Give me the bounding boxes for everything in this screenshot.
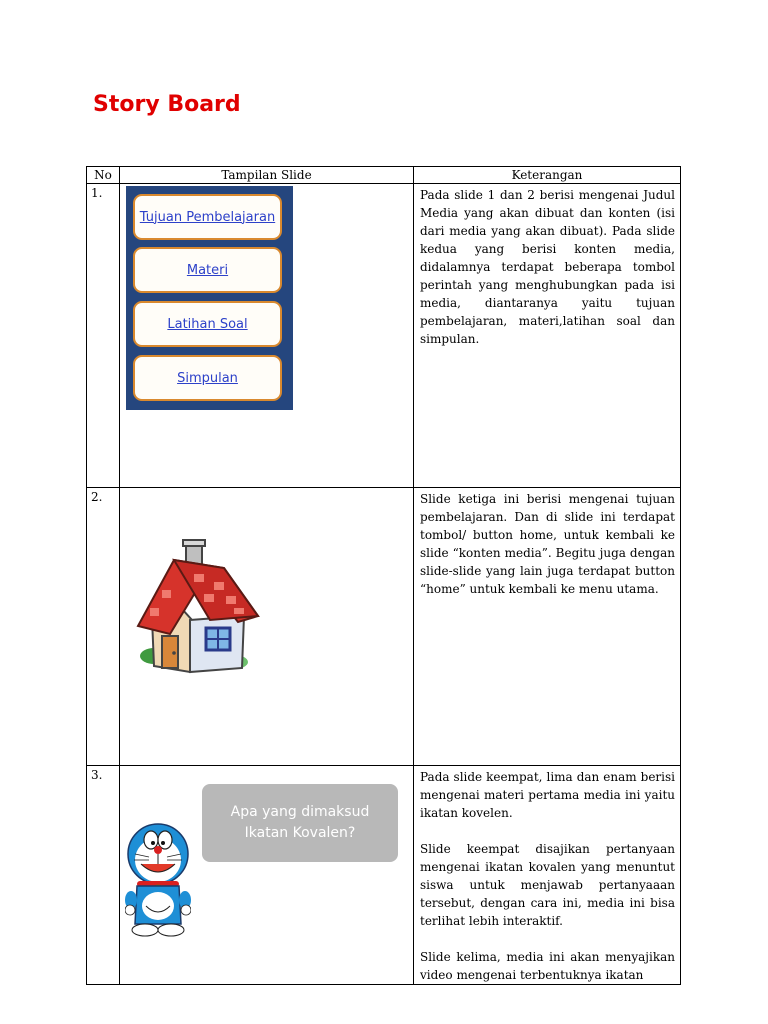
row-number: 3.: [87, 766, 120, 985]
description-paragraph: Slide keempat disajikan pertanyaan mengenai ikatan kovalen yang menuntut siswa untuk menjawab pertanyaaan tersebut, dengan cara ini, media ini bisa terlihat lebih interaktif.: [420, 842, 675, 928]
slide-preview: [120, 488, 414, 766]
house-icon: [134, 538, 262, 688]
header-keterangan: Keterangan: [414, 167, 681, 184]
page-title: Story Board: [93, 92, 241, 117]
header-tampilan-slide: Tampilan Slide: [120, 167, 414, 184]
description-paragraph: Pada slide 1 dan 2 berisi mengenai Judul Media yang akan dibuat dan konten (isi dari media yang akan dibuat). Pada slide kedua yang berisi konten media, didalamnya terdapat beberapa tombol perintah yang menghubungkan pada isi media, diantaranya yaitu tujuan pembelajaran, materi,latihan soal dan simpulan.: [420, 188, 675, 346]
header-no: No: [87, 167, 120, 184]
menu-slide-preview: [126, 186, 293, 410]
menu-button-latihan[interactable]: Latihan Soal: [133, 301, 282, 347]
table-row: [87, 766, 681, 985]
question-bubble: Apa yang dimaksud Ikatan Kovalen?: [202, 784, 398, 862]
description-paragraph: Slide ketiga ini berisi mengenai tujuan pembelajaran. Dan di slide ini terdapat tombol/ button home, untuk kembali ke slide “konten media”. Begitu juga dengan slide-slide yang lain juga terdapat button “home” untuk kembali ke menu utama.: [420, 492, 675, 596]
row-number: 2.: [87, 488, 120, 766]
table-row: [87, 184, 681, 488]
menu-button-tujuan[interactable]: Tujuan Pembelajaran: [133, 194, 282, 240]
row-description: [414, 766, 681, 985]
slide-preview: [120, 766, 414, 985]
description-paragraph: Pada slide keempat, lima dan enam berisi mengenai materi pertama media ini yaitu ikatan kovelen.: [420, 770, 675, 820]
slide-preview: [120, 184, 414, 488]
menu-button-simpulan[interactable]: Simpulan: [133, 355, 282, 401]
table-header-row: [87, 167, 681, 184]
row-description: [414, 184, 681, 488]
description-paragraph: Slide kelima, media ini akan menyajikan video mengenai terbentuknya ikatan: [420, 950, 675, 982]
doraemon-character: [125, 822, 191, 940]
table-row: [87, 488, 681, 766]
row-description: [414, 488, 681, 766]
storyboard-table: [86, 166, 681, 985]
row-number: 1.: [87, 184, 120, 488]
menu-button-materi[interactable]: Materi: [133, 247, 282, 293]
